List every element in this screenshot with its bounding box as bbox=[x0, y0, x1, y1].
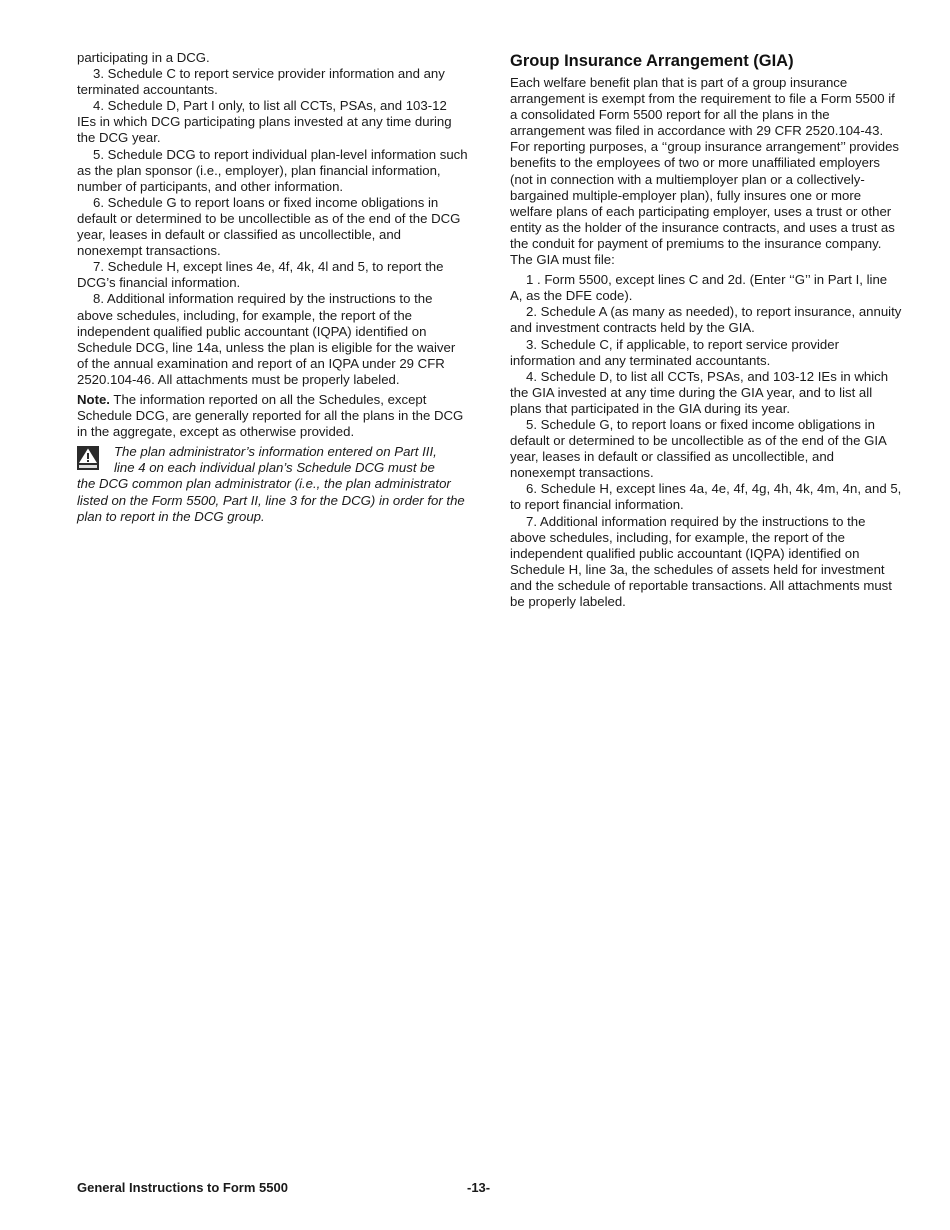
list-item: 6. Schedule G to report loans or fixed income obligations in default or determined to be uncollectible as of the end of the DCG year, leases in default or classified as uncollectible, and nonexempt transactions. bbox=[77, 194, 461, 259]
caution-icon bbox=[77, 446, 99, 470]
caution-line: The plan administrator’s information entered on Part III, bbox=[114, 444, 437, 460]
intro-paragraph: Each welfare benefit plan that is part of a group insurance arrangement is exempt from the requirement to file a Form 5500 if a consolidated Form 5500 report for all the plans in the arrangement was filed in accordance with 29 CFR 2520.104-43. For reporting purposes, a ‘‘group insurance arrangement’’ provides benefits to the employees of two or more unaffiliated employers (not in connection with a multiemployer plan or a collectively-bargained multiple-employer plan), fully insures one or more welfare plans of each participating employer, uses a trust or other entity as the holder of the insurance contracts, and uses a trust as the conduit for payment of premiums to the insurance company. The GIA must file: bbox=[510, 75, 900, 268]
list-item: 4. Schedule D, Part I only, to list all CCTs, PSAs, and 103-12 IEs in which DCG participating plans invested at any time during the DCG year. bbox=[77, 98, 452, 146]
note-paragraph bbox=[77, 392, 469, 440]
list-item: 6. Schedule H, except lines 4a, 4e, 4f, 4g, 4h, 4k, 4m, 4n, and 5, to report financial information. bbox=[510, 481, 902, 513]
list-item: 8. Additional information required by the instructions to the above schedules, including, for example, the report of the independent qualified public accountant (IQPA) identified on Schedule DCG, line 14a, unless the plan is eligible for the waiver of the annual examination and report of an IQPA under 29 CFR 2520.104-46. All attachments must be properly labeled. bbox=[77, 291, 456, 387]
list-item: 5. Schedule DCG to report individual plan-level information such as the plan sponsor (i.e., employer), plan financial information, number of participants, and other information. bbox=[77, 146, 468, 194]
list-item: 7. Schedule H, except lines 4e, 4f, 4k, 4l and 5, to report the DCG’s financial information. bbox=[77, 259, 444, 291]
right-column bbox=[510, 50, 902, 610]
caution-text: the DCG common plan administrator (i.e., the plan administrator listed on the Form 5500, Part II, line 3 for the DCG) in order for the plan to report in the DCG group. bbox=[77, 476, 465, 524]
note-text: The information reported on all the Schedules, except Schedule DCG, are generally reported for all the plans in the DCG in the aggregate, except as otherwise provided. bbox=[77, 391, 464, 440]
caution-box bbox=[77, 444, 469, 524]
continuation-text: participating in a DCG. bbox=[77, 50, 210, 65]
section-heading: Group Insurance Arrangement (GIA) bbox=[510, 52, 794, 70]
list-item: 2. Schedule A (as many as needed), to report insurance, annuity and investment contracts held by the GIA. bbox=[510, 304, 902, 336]
list-item: 7. Additional information required by the instructions to the above schedules, including, for example, the report of the independent qualified public accountant (IQPA) identified on Schedule H, line 3a, the schedules of assets held for investment and the schedule of reportable transactions. All attachments must be properly labeled. bbox=[510, 513, 892, 609]
footer-title: General Instructions to Form 5500 bbox=[77, 1180, 288, 1195]
caution-line: line 4 on each individual plan’s Schedule DCG must be bbox=[114, 460, 435, 476]
note-label: Note. bbox=[77, 391, 110, 407]
list-item: 3. Schedule C to report service provider information and any terminated accountants. bbox=[77, 66, 445, 98]
list-item: 1 . Form 5500, except lines C and 2d. (Enter ‘‘G’’ in Part I, line A, as the DFE code). bbox=[510, 272, 888, 304]
page-number: -13- bbox=[467, 1180, 491, 1195]
list-item: 3. Schedule C, if applicable, to report service provider information and any terminated accountants. bbox=[510, 336, 839, 368]
left-column bbox=[77, 50, 469, 525]
list-item: 5. Schedule G, to report loans or fixed income obligations in default or determined to be uncollectible as of the end of the GIA year, leases in default or classified as uncollectible, and nonexempt transactions. bbox=[510, 416, 887, 481]
list-item: 4. Schedule D, to list all CCTs, PSAs, and 103-12 IEs in which the GIA invested at any time during the GIA year, and to list all plans that participated in the GIA during its year. bbox=[510, 368, 889, 416]
